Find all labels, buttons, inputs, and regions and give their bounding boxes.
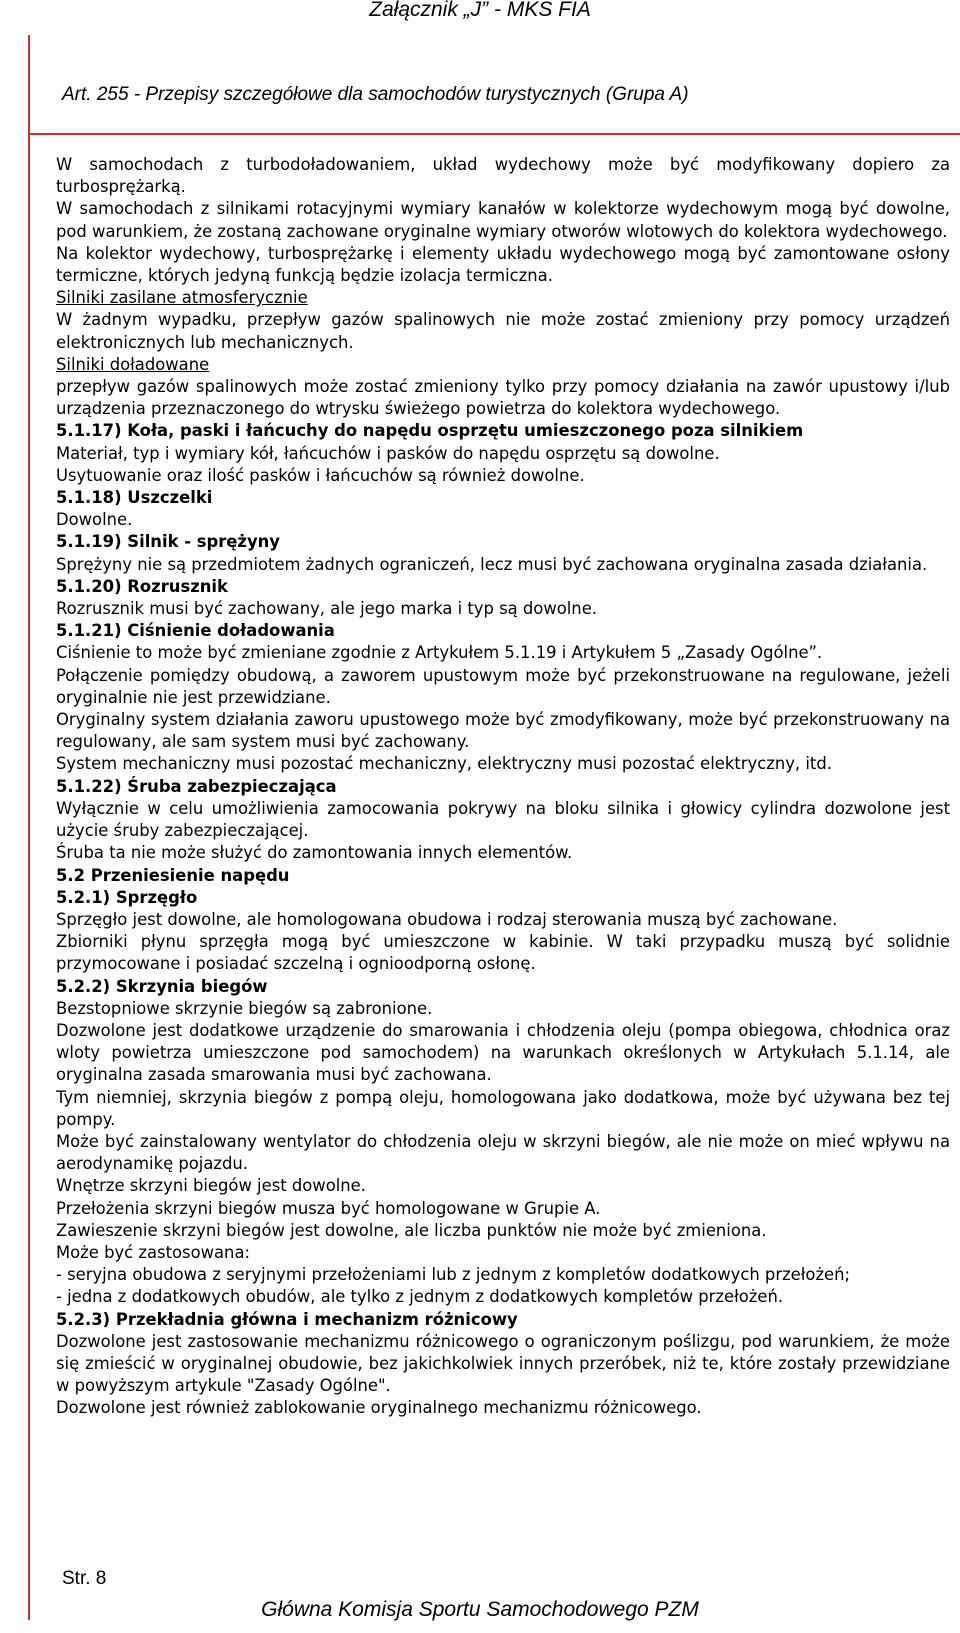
- paragraph: Zawieszenie skrzyni biegów jest dowolne, ale liczba punktów nie może być zmieniona.: [56, 1220, 767, 1240]
- paragraph: Dozwolone jest również zablokowanie oryginalnego mechanizmu różnicowego.: [56, 1398, 702, 1418]
- paragraph: Dowolne.: [56, 510, 133, 530]
- paragraph: W samochodach z turbodoładowaniem, układ wydechowy może być modyfikowany dopiero za turbosprężarką.: [56, 155, 950, 197]
- section-heading: 5.1.20) Rozrusznik: [56, 576, 228, 596]
- margin-rule-vertical: [28, 35, 30, 1620]
- section-heading: 5.1.17) Koła, paski i łańcuchy do napędu osprzętu umieszczonego poza silnikiem: [56, 421, 804, 441]
- paragraph: Wnętrze skrzyni biegów jest dowolne.: [56, 1176, 366, 1196]
- section-heading: 5.1.21) Ciśnienie doładowania: [56, 621, 335, 641]
- paragraph: - jedna z dodatkowych obudów, ale tylko z jednym z dodatkowych kompletów przełożeń.: [56, 1287, 784, 1307]
- paragraph: W żadnym wypadku, przepływ gazów spalinowych nie może zostać zmieniony przy pomocy urządzeń elektronicznych lub mechanicznych.: [56, 310, 950, 352]
- paragraph: Zbiorniki płynu sprzęgła mogą być umieszczone w kabinie. W taki przypadku muszą być solidnie przymocowane i posiadać szczelną i ognioodporną osłonę.: [56, 932, 950, 974]
- paragraph: Na kolektor wydechowy, turbosprężarkę i elementy układu wydechowego mogą być zamontowane osłony termiczne, których jedyną funkcją będzie izolacja termiczna.: [56, 243, 950, 286]
- paragraph: przepływ gazów spalinowych może zostać zmieniony tylko przy pomocy działania na zawór upustowy i/lub urządzenia przeznaczonego do wtrysku świeżego powietrza do kolektora wydechowego.: [56, 377, 950, 419]
- section-heading: 5.2 Przeniesienie napędu: [56, 865, 290, 885]
- paragraph: Może być zastosowana:: [56, 1242, 251, 1262]
- page-number: Str. 8: [62, 1568, 107, 1589]
- paragraph: Materiał, typ i wymiary kół, łańcuchów i pasków do napędu osprzętu są dowolne.: [56, 443, 720, 463]
- paragraph: Połączenie pomiędzy obudową, a zaworem upustowym może być przekonstruowane na regulowane, jeżeli oryginalnie nie jest przewidziane.: [56, 665, 950, 707]
- section-heading: 5.2.1) Sprzęgło: [56, 887, 198, 907]
- paragraph: Oryginalny system działania zaworu upustowego może być zmodyfikowany, może być przekonstruowany na regulowany, ale sam system musi być zachowany.: [56, 710, 950, 752]
- paragraph: Dozwolone jest dodatkowe urządzenie do smarowania i chłodzenia oleju (pompa obiegowa, chłodnica oraz wloty powietrza umieszczone pod samochodem) na warunkach określonych w Artykułach 5.1.14, ale oryginalna zasada smarowania musi być zachowana.: [56, 1020, 950, 1085]
- section-heading: 5.1.22) Śruba zabezpieczająca: [56, 776, 337, 796]
- footer-organization: Główna Komisja Sportu Samochodowego PZM: [261, 1598, 699, 1621]
- paragraph: - seryjna obudowa z seryjnymi przełożeniami lub z jednym z kompletów dodatkowych przełożeń;: [56, 1265, 851, 1285]
- paragraph: Może być zainstalowany wentylator do chłodzenia oleju w skrzyni biegów, ale nie może on mieć wpływu na aerodynamikę pojazdu.: [56, 1131, 950, 1174]
- paragraph: Tym niemniej, skrzynia biegów z pompą oleju, homologowana jako dodatkowa, może być używana bez tej pompy.: [56, 1087, 950, 1129]
- document-body: [56, 154, 950, 1420]
- paragraph: System mechaniczny musi pozostać mechaniczny, elektryczny musi pozostać elektryczny, itd.: [56, 754, 832, 774]
- paragraph: Ciśnienie to może być zmieniane zgodnie z Artykułem 5.1.19 i Artykułem 5 „Zasady Ogólne”.: [56, 643, 823, 663]
- subheading-underlined: Silniki doładowane: [56, 354, 210, 374]
- section-heading: 5.2.2) Skrzynia biegów: [56, 976, 268, 996]
- article-heading: Art. 255 - Przepisy szczegółowe dla samochodów turystycznych (Grupa A): [62, 84, 689, 105]
- section-heading: 5.2.3) Przekładnia główna i mechanizm różnicowy: [56, 1309, 518, 1329]
- paragraph: Dozwolone jest zastosowanie mechanizmu różnicowego o ograniczonym poślizgu, pod warunkiem, że może się zmieścić w oryginalnej obudowie, bez jakichkolwiek innych przeróbek, niż te, które zostały przewidziane w powyższym artykule "Zasady Ogólne".: [56, 1331, 950, 1396]
- paragraph: Sprężyny nie są przedmiotem żadnych ograniczeń, lecz musi być zachowana oryginalna zasada działania.: [56, 554, 928, 574]
- paragraph: Śruba ta nie może służyć do zamontowania innych elementów.: [56, 843, 573, 863]
- paragraph: Bezstopniowe skrzynie biegów są zabronione.: [56, 998, 433, 1018]
- section-heading: 5.1.19) Silnik - sprężyny: [56, 532, 280, 552]
- subheading-underlined: Silniki zasilane atmosferycznie: [56, 288, 308, 308]
- header-rule-horizontal: [28, 133, 960, 135]
- section-heading: 5.1.18) Uszczelki: [56, 488, 213, 508]
- paragraph: Wyłącznie w celu umożliwienia zamocowania pokrywy na bloku silnika i głowicy cylindra dozwolone jest użycie śruby zabezpieczającej.: [56, 798, 950, 841]
- paragraph: Przełożenia skrzyni biegów musza być homologowane w Grupie A.: [56, 1198, 601, 1218]
- document-title: Załącznik „J” - MKS FIA: [369, 0, 591, 21]
- paragraph: W samochodach z silnikami rotacyjnymi wymiary kanałów w kolektorze wydechowym mogą być dowolne, pod warunkiem, że zostaną zachowane oryginalne wymiary otworów wlotowych do kolektora wydechowego.: [56, 199, 950, 241]
- paragraph: Sprzęgło jest dowolne, ale homologowana obudowa i rodzaj sterowania muszą być zachowane.: [56, 909, 838, 929]
- paragraph: Usytuowanie oraz ilość pasków i łańcuchów są również dowolne.: [56, 465, 585, 485]
- paragraph: Rozrusznik musi być zachowany, ale jego marka i typ są dowolne.: [56, 599, 597, 619]
